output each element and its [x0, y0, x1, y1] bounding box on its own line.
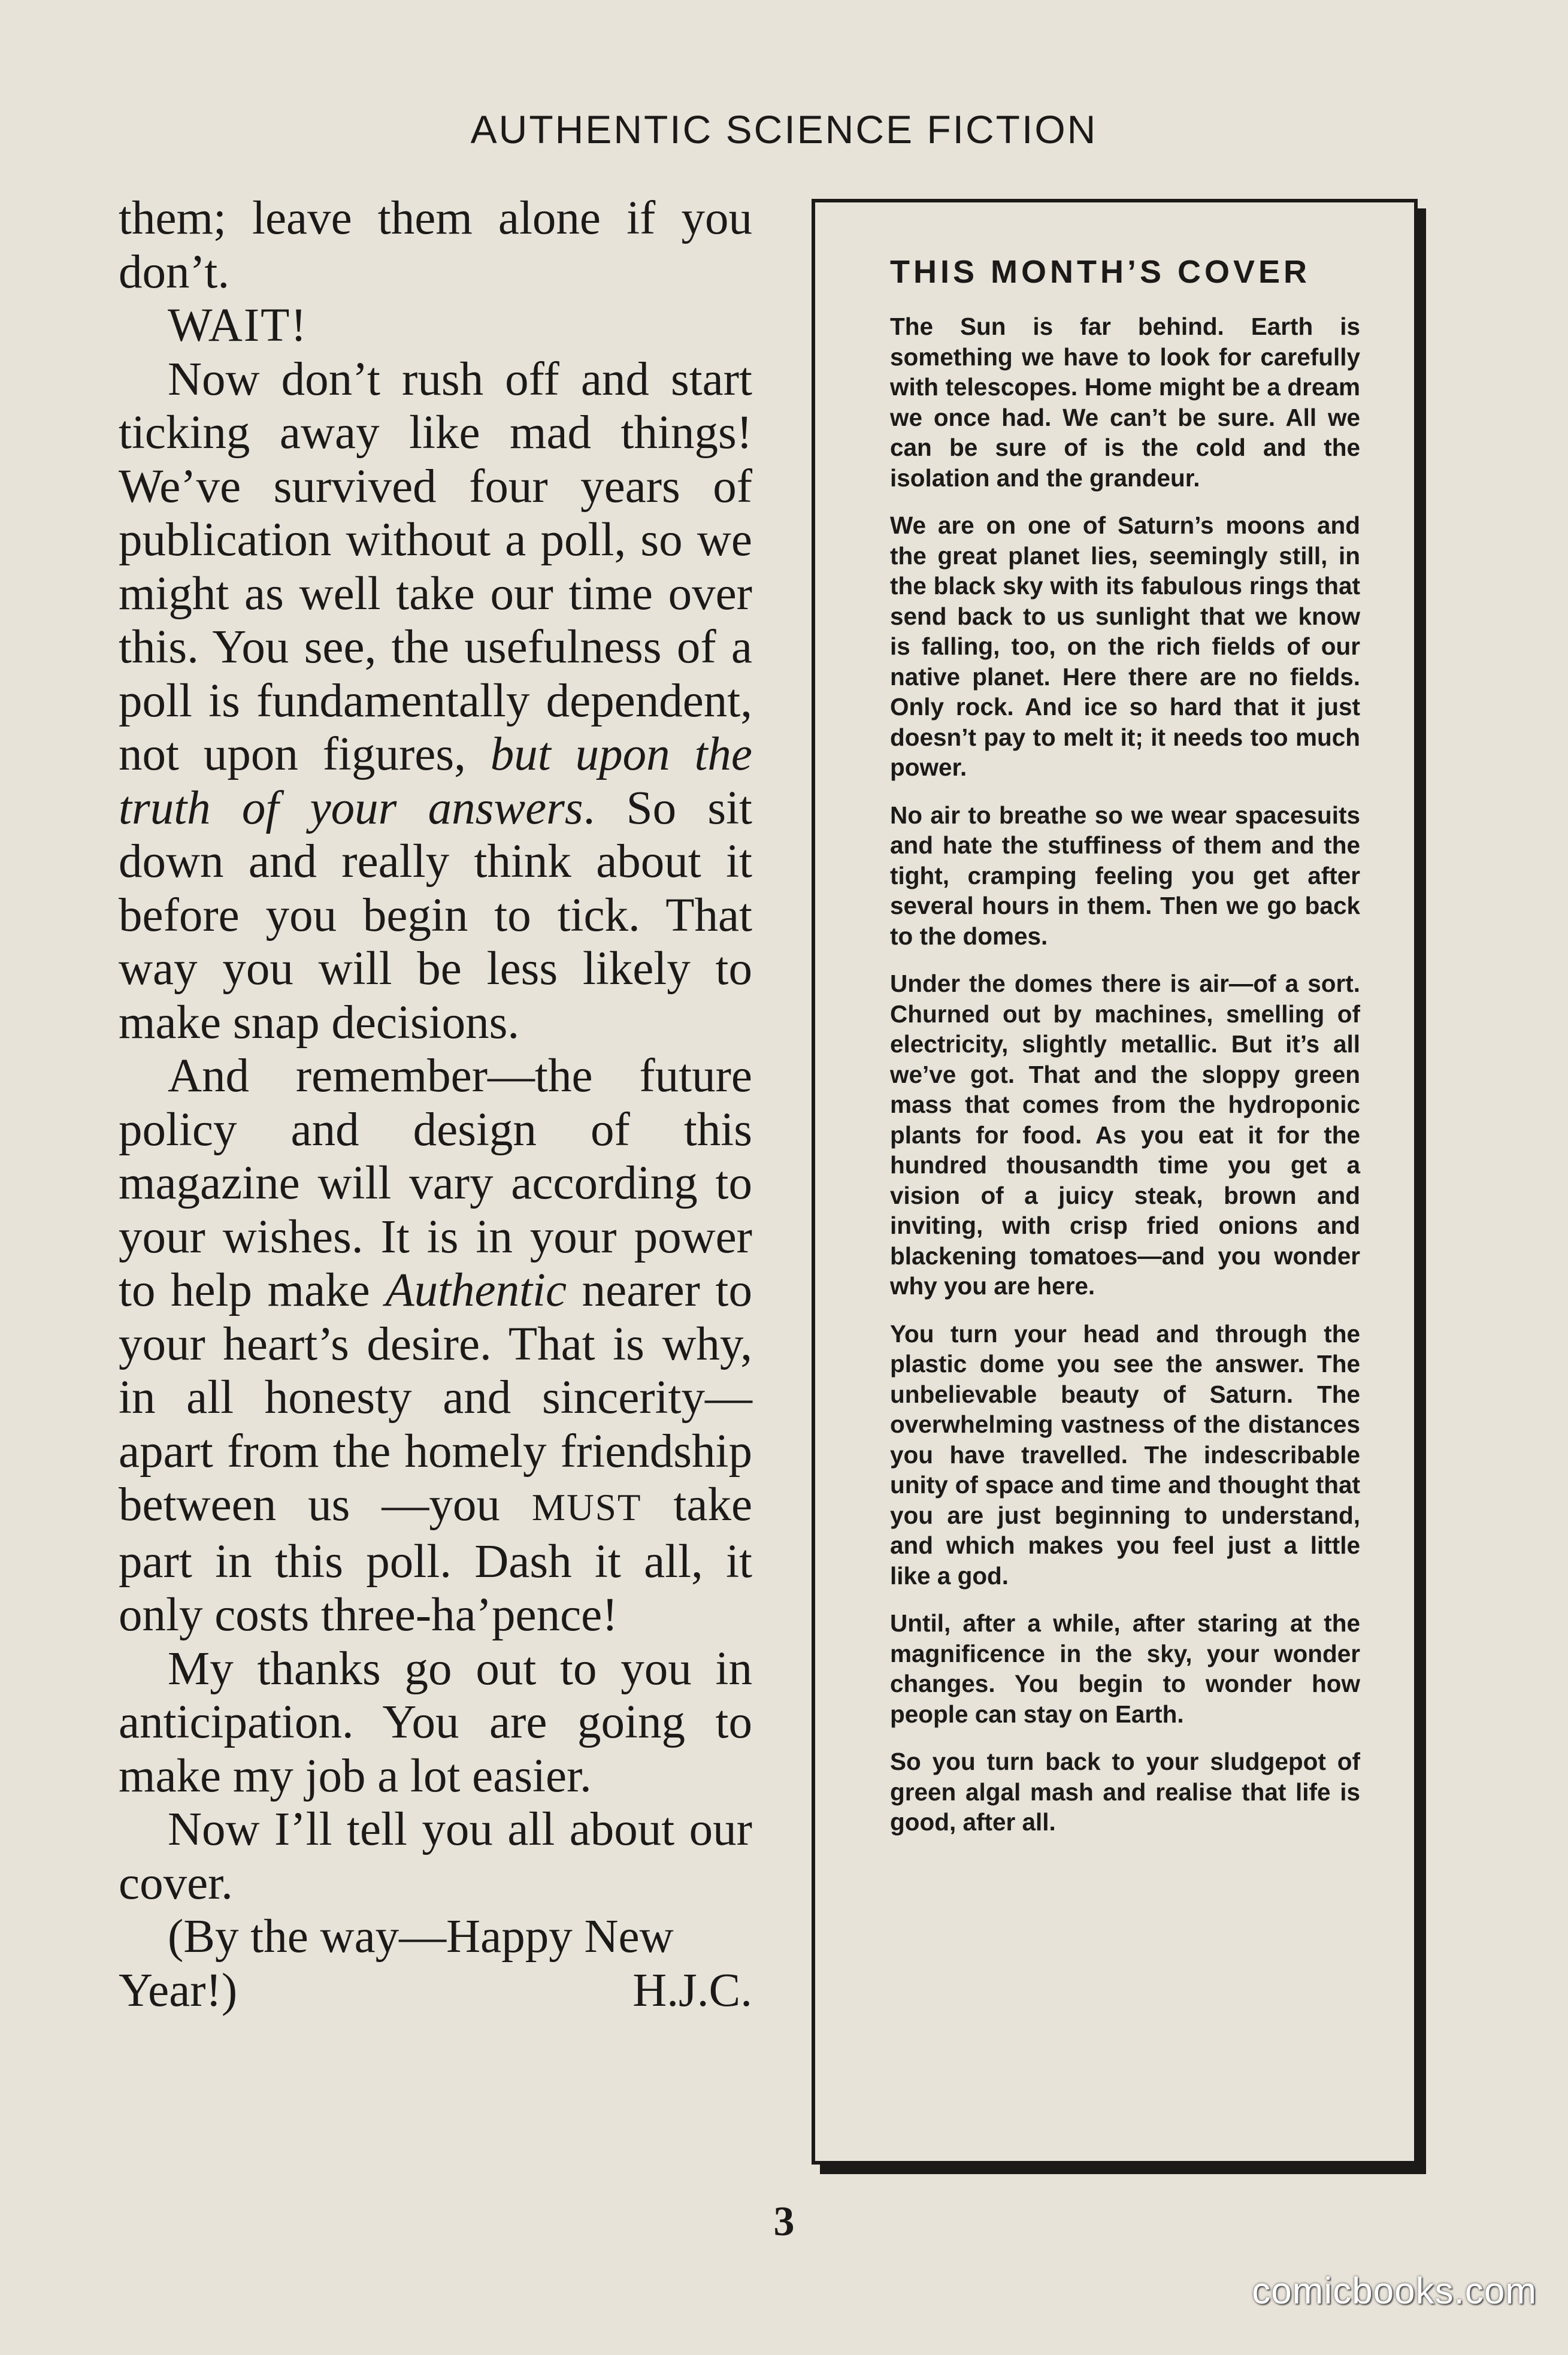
cover-description-box [812, 199, 1418, 2165]
cover-paragraph: The Sun is far behind. Earth is something we have to look for carefully with telescopes. Home might be a dream we once had. We can’t be sure. All we can be sure of is the cold and the isolation and the grandeur. [890, 313, 1360, 492]
paragraph-3 [119, 353, 752, 1050]
signature: H.J.C. [632, 1964, 752, 2017]
paragraph-3-start: Now don’t rush off and start ticking away like mad things! We’ve survived four years of publication without a poll, so we might as well take our time over this. You see, the usefulness of a poll is fundamentally dependent, not upon figures, [119, 353, 752, 780]
running-header: AUTHENTIC SCIENCE FICTION [470, 107, 1098, 152]
must-emphasis: MUST [531, 1487, 642, 1528]
paragraph-4-middle: nearer to your heart’s desire. That is why, in all honesty and sincerity—apart from the homely friendship between us —you [119, 1264, 752, 1531]
editorial-column [119, 192, 752, 2017]
paragraph-wait: WAIT! [168, 299, 308, 352]
paragraph-5: My thanks go out to you in anticipation. You are going to make my job a lot easier. [119, 1642, 752, 1802]
paragraph-1: them; leave them alone if you don’t. [119, 192, 752, 298]
paragraph-6: Now I’ll tell you all about our cover. [119, 1803, 752, 1909]
page-number: 3 [773, 2199, 795, 2245]
cover-paragraph: Until, after a while, after staring at the magnificence in the sky, your wonder changes. You begin to wonder how people can stay on Earth. [890, 1609, 1360, 1728]
paragraph-3-emphasis: but upon the truth of your answers [119, 728, 752, 834]
cover-paragraph: Under the domes there is air—of a sort. Churned out by machines, smelling of electricity, slightly metallic. But it’s all we’ve got. That and the sloppy green mass that comes from the hydroponic plants for food. As you eat it for the hundred thousandth time you get a vision of a juicy steak, brown and inviting, with crisp fried onions and blackening tomatoes—and you wonder why you are here. [890, 970, 1360, 1300]
box-title: THIS MONTH’S COVER [890, 254, 1311, 290]
paragraph-4-start: And remember—the future policy and design of this magazine will vary according to your wishes. It is in your power to help make [119, 1050, 752, 1316]
paragraph-7 [119, 1910, 752, 2017]
cover-paragraph: You turn your head and through the plastic dome you see the answer. The unbelievable beauty of Saturn. The overwhelming vastness of the distances you have travelled. The indescribable unity of space and time and thought that you are just beginning to understand, and which makes you feel just a little like a god. [890, 1319, 1360, 1590]
cover-paragraph: So you turn back to your sludgepot of green algal mash and realise that life is good, after all. [890, 1748, 1360, 1836]
cover-paragraph: We are on one of Saturn’s moons and the great planet lies, seemingly still, in the black sky with its fabulous rings that send back to us sunlight that we know is falling, too, on the rich fields of our native planet. Here there are no fields. Only rock. And ice so hard that it just doesn’t pay to melt it; it needs too much power. [890, 511, 1360, 781]
paragraph-4 [119, 1049, 752, 1642]
paragraph-3-end: . So sit down and really think about it before you begin to tick. That way you will be less likely to make snap decisions. [119, 782, 752, 1049]
watermark: comicbooks.com [1252, 2271, 1537, 2312]
happy-new-year: (By the way—Happy New Year!) [119, 1911, 674, 2017]
cover-paragraph: No air to breathe so we wear spacesuits and hate the stuffiness of them and the tight, cramping feeling you get after several hours in them. Then we go back to the domes. [890, 801, 1360, 950]
paragraph-4-end: take part in this poll. Dash it all, it only costs three-ha’pence! [119, 1479, 753, 1641]
magazine-name: Authentic [385, 1264, 567, 1316]
